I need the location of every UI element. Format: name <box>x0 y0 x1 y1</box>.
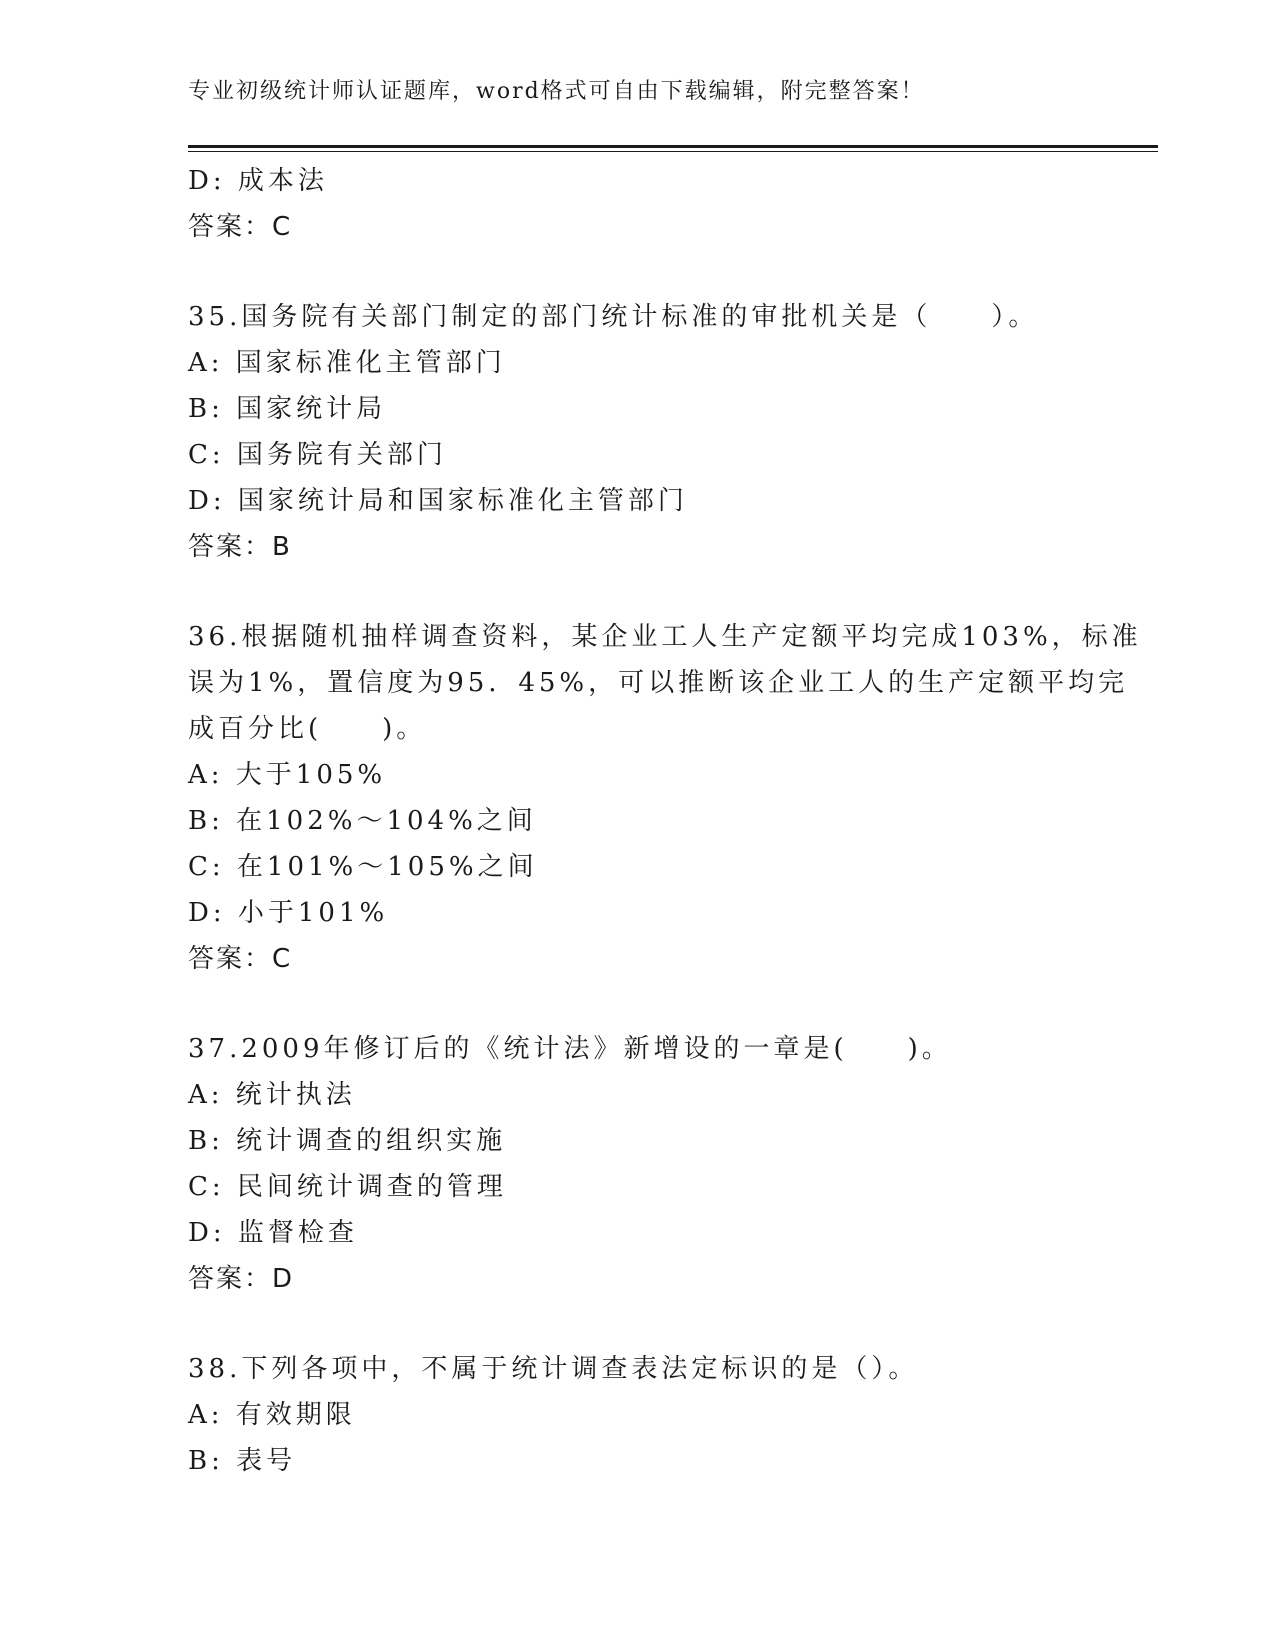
header-rule-thin <box>188 151 1158 152</box>
q38-stem: 38.下列各项中，不属于统计调查表法定标识的是（）。 <box>188 1354 919 1384</box>
q37-option-a: A: 统计执法 <box>188 1080 356 1110</box>
q38-option-a: A: 有效期限 <box>188 1400 356 1430</box>
header-rule-thick <box>188 145 1158 148</box>
q35-answer: 答案：B <box>188 532 292 562</box>
prev-answer: 答案：C <box>188 212 293 242</box>
q37-option-b: B: 统计调查的组织实施 <box>188 1126 507 1156</box>
q37-option-c: C: 民间统计调查的管理 <box>188 1172 507 1202</box>
q36-option-c: C: 在101%～105%之间 <box>188 852 538 882</box>
q37-answer: 答案：D <box>188 1264 295 1294</box>
q36-option-a: A: 大于105% <box>188 760 387 790</box>
q36-stem-line-3: 成百分比( )。 <box>188 714 427 744</box>
spacer <box>188 250 1118 294</box>
spacer <box>188 1302 1118 1346</box>
q35-option-b: B: 国家统计局 <box>188 394 387 424</box>
q37-option-d: D: 监督检查 <box>188 1218 358 1248</box>
q35-option-a: A: 国家标准化主管部门 <box>188 348 506 378</box>
spacer <box>188 982 1118 1026</box>
q35-option-c: C: 国务院有关部门 <box>188 440 447 470</box>
q36-option-b: B: 在102%～104%之间 <box>188 806 537 836</box>
q36-stem-line-2: 误为1%，置信度为95．45%，可以推断该企业工人的生产定额平均完 <box>188 668 1129 698</box>
q35-stem: 35.国务院有关部门制定的部门统计标准的审批机关是（ ）。 <box>188 302 1039 332</box>
q37-stem: 37.2009年修订后的《统计法》新增设的一章是( )。 <box>188 1034 952 1064</box>
q35-option-d: D: 国家统计局和国家标准化主管部门 <box>188 486 688 516</box>
q36-option-d: D: 小于101% <box>188 898 389 928</box>
spacer <box>188 570 1118 614</box>
prev-option-d: D: 成本法 <box>188 166 328 196</box>
q36-stem-line-1: 36.根据随机抽样调查资料，某企业工人生产定额平均完成103%，标准 <box>188 622 1142 652</box>
question-content <box>188 158 1142 1484</box>
q38-option-b: B: 表号 <box>188 1446 297 1476</box>
page-header: 专业初级统计师认证题库，word格式可自由下载编辑，附完整答案！ <box>188 79 925 104</box>
q36-answer: 答案：C <box>188 944 293 974</box>
